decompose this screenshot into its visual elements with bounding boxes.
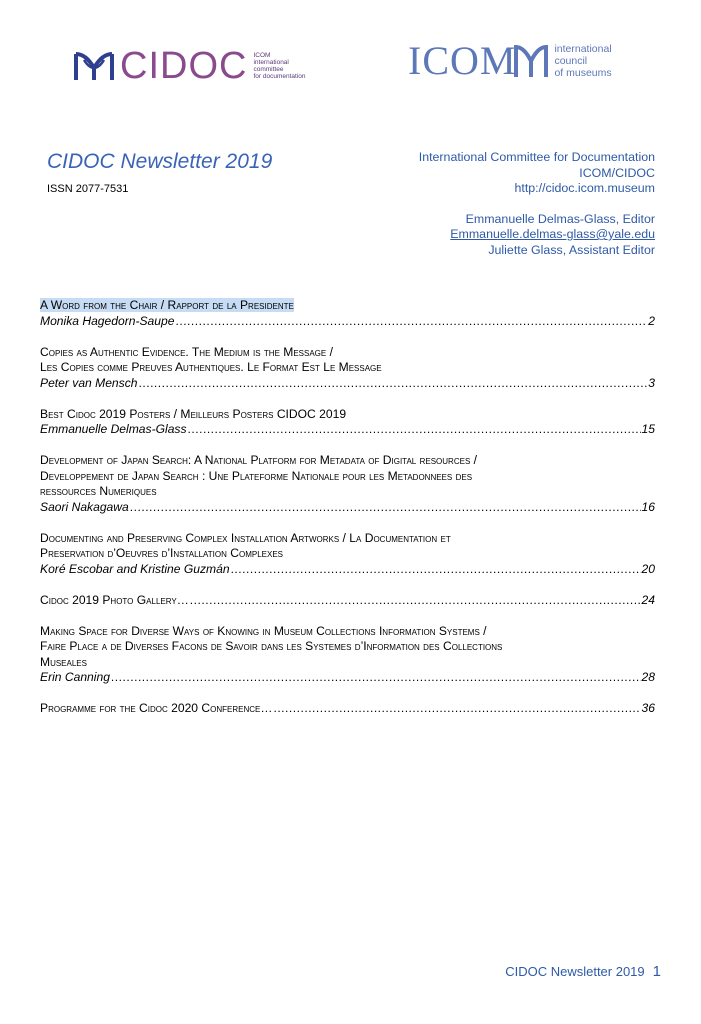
icom-logo xyxy=(408,40,612,82)
toc-entry-author: Emmanuelle Delmas-Glass xyxy=(40,422,187,436)
toc-entry-title: Documenting and Preserving Complex Installation Artworks / La Documentation et xyxy=(40,530,451,545)
toc-entry[interactable] xyxy=(40,701,655,716)
toc-leader-dots xyxy=(231,562,641,577)
toc-entry-author: Peter van Mensch xyxy=(40,375,138,390)
toc-entry-title: Programme for the Cidoc 2020 Conference… xyxy=(40,701,273,715)
toc-entry-author: Saori Nakagawa xyxy=(40,499,129,514)
toc-entry-title: Faire Place a de Diverses Facons de Savoir dans les Systemes d’Information des Collections xyxy=(40,639,503,653)
footer-label: CIDOC Newsletter 2019 xyxy=(505,964,645,979)
toc-entry[interactable] xyxy=(40,531,655,577)
toc-entry[interactable] xyxy=(40,345,655,391)
toc-entry-page: 3 xyxy=(648,375,655,390)
toc-entry-title: Les Copies comme Preuves Authentiques. Le Format Est Le Message xyxy=(40,360,382,374)
page-footer xyxy=(505,963,661,980)
toc-entry-title: Preservation d’Oeuvres d’Installation Complexes xyxy=(40,546,283,560)
org-name: International Committee for Documentation xyxy=(418,150,655,164)
cidoc-logo-tagline: ICOM international committee for documentation xyxy=(253,51,306,81)
toc-entry-page: 16 xyxy=(641,499,655,514)
toc-entry[interactable] xyxy=(40,593,655,608)
toc-entry-page: 36 xyxy=(641,701,655,715)
icom-logo-tagline: international council of museums xyxy=(554,43,612,79)
assistant-editor: Juliette Glass, Assistant Editor xyxy=(488,242,655,257)
toc-entry-title: Best Cidoc 2019 Posters / Meilleurs Posters CIDOC 2019 xyxy=(40,406,347,421)
newsletter-title: CIDOC Newsletter 2019 xyxy=(47,150,273,173)
toc-entry-author: Monika Hagedorn-Saupe xyxy=(40,313,175,328)
org-short: ICOM/CIDOC xyxy=(579,165,655,180)
cidoc-logo-word: CIDOC xyxy=(120,45,248,87)
toc-entry-author: Erin Canning xyxy=(40,670,110,684)
toc-entry-title: ressources Numeriques xyxy=(40,484,157,498)
icom-emblem-icon xyxy=(514,41,548,81)
toc-entry-title: Development of Japan Search: A National Platform for Metadata of Digital resources / xyxy=(40,453,478,467)
toc-leader-dots xyxy=(190,593,641,608)
toc-entry[interactable] xyxy=(40,453,655,515)
editor-email-link[interactable]: Emmanuelle.delmas-glass@yale.edu xyxy=(450,227,655,241)
page-number: 1 xyxy=(652,963,661,980)
toc-entry-author: Koré Escobar and Kristine Guzmán xyxy=(40,561,230,576)
icom-logo-word: ICOM xyxy=(408,38,517,83)
issn: ISSN 2077-7531 xyxy=(47,183,129,195)
toc-entry-page: 28 xyxy=(641,670,655,684)
toc-entry-page: 24 xyxy=(641,592,655,607)
toc-entry[interactable] xyxy=(40,407,655,438)
toc-leader-dots xyxy=(188,422,641,437)
cidoc-emblem-icon xyxy=(72,46,116,86)
toc-entry-page: 15 xyxy=(641,422,655,436)
toc-entry[interactable] xyxy=(40,624,655,686)
toc-leader-dots xyxy=(273,701,640,716)
cidoc-logo xyxy=(72,46,323,86)
toc-leader-dots xyxy=(130,500,641,515)
toc-entry-page: 20 xyxy=(641,561,655,576)
toc-entry-title: Copies as Authentic Evidence. The Medium is the Message / xyxy=(40,344,333,359)
masthead-info xyxy=(419,150,655,258)
toc-leader-dots xyxy=(111,670,641,685)
toc-leader-dots xyxy=(138,376,647,391)
toc-leader-dots xyxy=(175,314,647,329)
toc-entry-title: Cidoc 2019 Photo Gallery… xyxy=(40,592,189,607)
editor-name: Emmanuelle Delmas-Glass, Editor xyxy=(465,211,655,226)
toc-entry[interactable] xyxy=(40,298,655,329)
org-url[interactable]: http://cidoc.icom.museum xyxy=(514,181,655,195)
toc-entry-title: A Word from the Chair / Rapport de la Presidente xyxy=(40,298,294,312)
toc-entry-page: 2 xyxy=(648,313,655,328)
toc-entry-title: Museales xyxy=(40,654,87,669)
table-of-contents xyxy=(40,298,655,732)
toc-entry-title: Developpement de Japan Search : Une Plateforme Nationale pour les Metadonnees des xyxy=(40,468,473,483)
toc-entry-title: Making Space for Diverse Ways of Knowing in Museum Collections Information Systems / xyxy=(40,623,487,638)
